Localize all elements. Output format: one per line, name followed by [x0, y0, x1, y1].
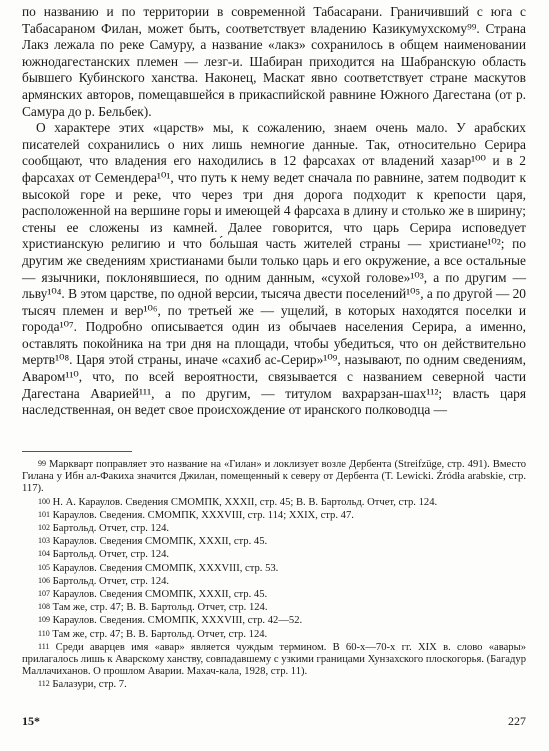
footnote-text: Там же, стр. 47; В. В. Бартольд. Отчет, стр. 124.: [52, 628, 268, 640]
footnote-number: 112: [38, 679, 50, 689]
footnote: [22, 614, 526, 627]
footnote-text: Н. А. Караулов. Сведения СМОМПК, XXXII, стр. 45; В. В. Бартольд. Отчет, стр. 124.: [52, 496, 438, 508]
paragraph-2-text: О характере этих «царств» мы, к сожалению, знаем очень мало. У арабских писателей сохранились о них лишь немногие данные. Так, относительно Серира сообщают, что владения его находились в 12 фарсахах от владений хазар¹⁰⁰ и в 2 фарсахах от Семендера¹⁰¹, что путь к нему ведет сначала по равнине, затем подводит к высокой горе и реке, что через три дня дорога подходит к крепости царя, расположенной на вершине горы и имеющей 4 фарсаха в длину и столько же в ширину; стены ее сложены из камней. Далее говорится, что царь Серира исповедует христианскую религию и что бо́льшая часть жителей страны — христиане¹⁰²; по другим же сведениям христианами были только царь и его окружение, а все остальные — язычники, поклонявшиеся, по одним данным, «сухой голове»¹⁰³, а по другим — льву¹⁰⁴. В этом царстве, по одной версии, тысяча двести поселений¹⁰⁵, а по другой — 20 тысяч племен и вер¹⁰⁶, по третьей же — ущелий, в которых находятся поселки и города¹⁰⁷. Подробно описывается один из обычаев населения Серира, а именно, оставлять покойника на три дня на площади, чтобы убедиться, что он действительно мертв¹⁰⁸. Царя этой страны, иначе «сахиб ас-Серир»¹⁰⁹, называют, по одним сведениям, Аваром¹¹⁰, что, по всей вероятности, связывается с названием северной части Дагестана Аварией¹¹¹, а по другим, — титулом вахрарзан-шах¹¹²; власть царя наследственная, он ведет свое происхождение от иранского полководца —: [22, 120, 526, 418]
footnote-number: 102: [38, 523, 50, 533]
footnote-text: Бартольд. Отчет, стр. 124.: [52, 575, 170, 587]
footnote: [22, 509, 526, 522]
footnote-text: Караулов. Сведения. СМОМПК, XXXVIII, стр. 42—52.: [52, 615, 303, 627]
footnotes: [22, 458, 526, 692]
footnote: [22, 496, 526, 509]
footnote: [22, 535, 526, 548]
footnote: [22, 628, 526, 641]
paragraph-1-text: по названию и по территории в современной Табасарани. Граничивший с юга с Табасараном Филан, может быть, соответствует владению Казикумухскому⁹⁹. Страна Лакз лежала по реке Самуру, а название «лакз» сохранилось в общем наименовании южнодагестанских племен — лезг-и. Шабиран приходится на Шабранскую область бывшего Кубинского ханства. Наконец, Маскат явно соответствует стране маскутов армянских авторов, помещавшейся в прикаспийской равнине Южного Дагестана (от р. Самура до р. Бельбек).: [22, 4, 526, 119]
footnote-number: 105: [38, 562, 50, 572]
page-footer: [22, 714, 526, 730]
footnote: [22, 601, 526, 614]
footnote: [22, 575, 526, 588]
footnote-number: 111: [38, 641, 50, 651]
footnote: [22, 458, 526, 496]
signature-mark: 15*: [22, 714, 40, 728]
footnote-text: Бартольд. Отчет, стр. 124.: [52, 549, 170, 561]
footnote-text: Маркварт поправляет это название на «Гилан» и локлизует возле Дербента (Streifzüge, стр. 491). Вместо Гилана у Ибн ал-Факиха значится Джилан, помещенный к северу от Дербента (T. Lewicki. Źródła arabskie, стр. 117).: [22, 459, 526, 495]
footnote-number: 108: [38, 602, 50, 612]
footnote-text: Бартольд. Отчет, стр. 124.: [52, 523, 170, 535]
footnote-divider: [22, 451, 132, 452]
footnote-text: Караулов. Сведения СМОМПК, XXXII, стр. 45.: [52, 536, 268, 548]
footnote-text: Там же, стр. 47; В. В. Бартольд. Отчет, стр. 124.: [52, 602, 268, 614]
footnote-text: Балазури, стр. 7.: [52, 679, 127, 691]
paragraph-2: [22, 120, 526, 419]
paragraph-1: [22, 4, 526, 120]
footnote-text: Среди аварцев имя «авар» является чуждым термином. В 60-х—70-х гг. XIX в. слово «авары» прилагалось лишь к Аварскому ханству, совпадавшему с узкими границами Хунзахского плоскогорья. (Багадур Маллачиханов. О прошлом Аварии. Махач-кала, 1928, стр. 11).: [22, 641, 526, 678]
footnote-number: 107: [38, 589, 50, 599]
footnote-number: 100: [38, 496, 50, 506]
footnote: [22, 678, 526, 691]
footnote: [22, 641, 526, 679]
footnote-number: 106: [38, 575, 50, 585]
main-text: [22, 4, 526, 419]
footnote-number: 99: [38, 459, 46, 468]
footnote-number: 104: [38, 549, 50, 559]
footnote-number: 110: [38, 628, 50, 638]
page-number: 227: [508, 714, 526, 728]
footnote: [22, 562, 526, 575]
footnote-number: 103: [38, 536, 50, 546]
footnote-text: Караулов. Сведения СМОМПК, XXXII, стр. 45.: [52, 589, 268, 601]
footnote: [22, 522, 526, 535]
footnote: [22, 588, 526, 601]
footnote: [22, 548, 526, 561]
footnote-number: 101: [38, 509, 50, 519]
footnote-text: Караулов. Сведения. СМОМПК, XXXVIII, стр. 114; XXIX, стр. 47.: [52, 509, 354, 521]
footnote-text: Караулов. Сведения СМОМПК, XXXVIII, стр. 53.: [52, 562, 279, 574]
footnote-number: 109: [38, 615, 50, 625]
